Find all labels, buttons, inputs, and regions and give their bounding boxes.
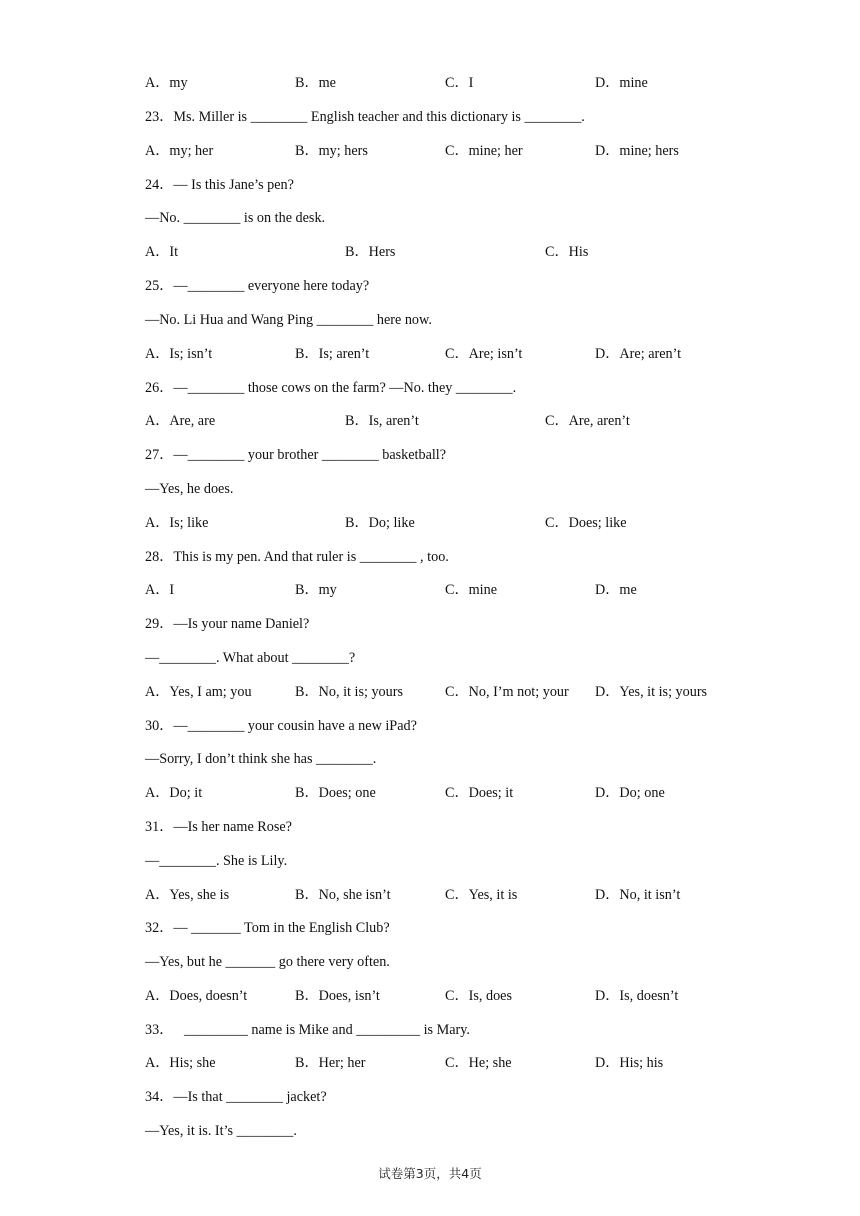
option-b: B．Is; aren’t	[295, 346, 370, 362]
option-d: D．Yes, it is; yours	[595, 684, 708, 700]
option-b: B．Does, isn’t	[295, 988, 380, 1004]
question-24-reply: —No. ________ is on the desk.	[145, 210, 326, 226]
option-d: D．Are; aren’t	[595, 346, 682, 362]
question-30-reply: —Sorry, I don’t think she has ________.	[145, 751, 377, 767]
option-a: A．Is; like	[145, 515, 209, 531]
option-c: C．I	[445, 75, 474, 91]
option-d: D．Is, doesn’t	[595, 988, 679, 1004]
page-footer: 试卷第3页，共4页	[378, 1166, 482, 1181]
option-b: B．Her; her	[295, 1055, 366, 1071]
question-24: 24．— Is this Jane’s pen?	[145, 177, 294, 193]
option-a: A．Do; it	[145, 785, 203, 801]
option-d: D．Do; one	[595, 785, 665, 801]
option-b: B．Does; one	[295, 785, 376, 801]
option-a: A．Is; isn’t	[145, 346, 213, 362]
question-27-reply: —Yes, he does.	[145, 481, 234, 497]
option-d: D．His; his	[595, 1055, 664, 1071]
option-b: B．my	[295, 582, 337, 598]
question-27: 27．—________ your brother ________ basketball?	[145, 447, 447, 463]
option-c: C．Are, aren’t	[545, 413, 630, 429]
option-d: D．me	[595, 582, 637, 598]
option-a: A．Does, doesn’t	[145, 988, 248, 1004]
option-b: B．No, she isn’t	[295, 887, 391, 903]
option-a: A．Yes, I am; you	[145, 684, 252, 700]
question-30: 30．—________ your cousin have a new iPad?	[145, 718, 417, 734]
option-c: C．mine; her	[445, 143, 523, 159]
option-a: A．Are, are	[145, 413, 216, 429]
option-b: B．my; hers	[295, 143, 368, 159]
option-c: C．Is, does	[445, 988, 512, 1004]
option-a: A．Yes, she is	[145, 887, 230, 903]
question-34-reply: —Yes, it is. It’s ________.	[145, 1123, 297, 1139]
option-b: B．Is, aren’t	[345, 413, 419, 429]
option-d: D．mine	[595, 75, 648, 91]
option-d: D．No, it isn’t	[595, 887, 681, 903]
option-a: A．I	[145, 582, 175, 598]
option-c: C．Are; isn’t	[445, 346, 523, 362]
question-31: 31．—Is her name Rose?	[145, 819, 292, 835]
option-c: C．Yes, it is	[445, 887, 518, 903]
question-31-reply: —________. She is Lily.	[145, 853, 288, 869]
option-b: B．Hers	[345, 244, 396, 260]
question-25-reply: —No. Li Hua and Wang Ping ________ here now.	[145, 312, 432, 328]
option-b: B．No, it is; yours	[295, 684, 403, 700]
option-a: A．His; she	[145, 1055, 216, 1071]
option-c: C．He; she	[445, 1055, 512, 1071]
question-33: 33． _________ name is Mike and _________ is Mary.	[145, 1022, 470, 1038]
question-25: 25．—________ everyone here today?	[145, 278, 370, 294]
question-23: 23．Ms. Miller is ________ English teacher and this dictionary is ________.	[145, 109, 585, 125]
option-b: B．me	[295, 75, 336, 91]
option-a: A．It	[145, 244, 179, 260]
question-32: 32．— _______ Tom in the English Club?	[145, 920, 390, 936]
option-a: A．my; her	[145, 143, 214, 159]
option-d: D．mine; hers	[595, 143, 679, 159]
option-c: C．His	[545, 244, 589, 260]
question-34: 34．—Is that ________ jacket?	[145, 1089, 327, 1105]
option-a: A．my	[145, 75, 188, 91]
option-c: C．No, I’m not; your	[445, 684, 569, 700]
question-29-reply: —________. What about ________?	[145, 650, 356, 666]
question-28: 28．This is my pen. And that ruler is ________ , too.	[145, 549, 449, 565]
question-32-reply: —Yes, but he _______ go there very often.	[145, 954, 390, 970]
option-c: C．Does; like	[545, 515, 627, 531]
option-b: B．Do; like	[345, 515, 415, 531]
option-c: C．mine	[445, 582, 498, 598]
question-29: 29．—Is your name Daniel?	[145, 616, 310, 632]
question-26: 26．—________ those cows on the farm? —No. they ________.	[145, 380, 517, 396]
option-c: C．Does; it	[445, 785, 514, 801]
